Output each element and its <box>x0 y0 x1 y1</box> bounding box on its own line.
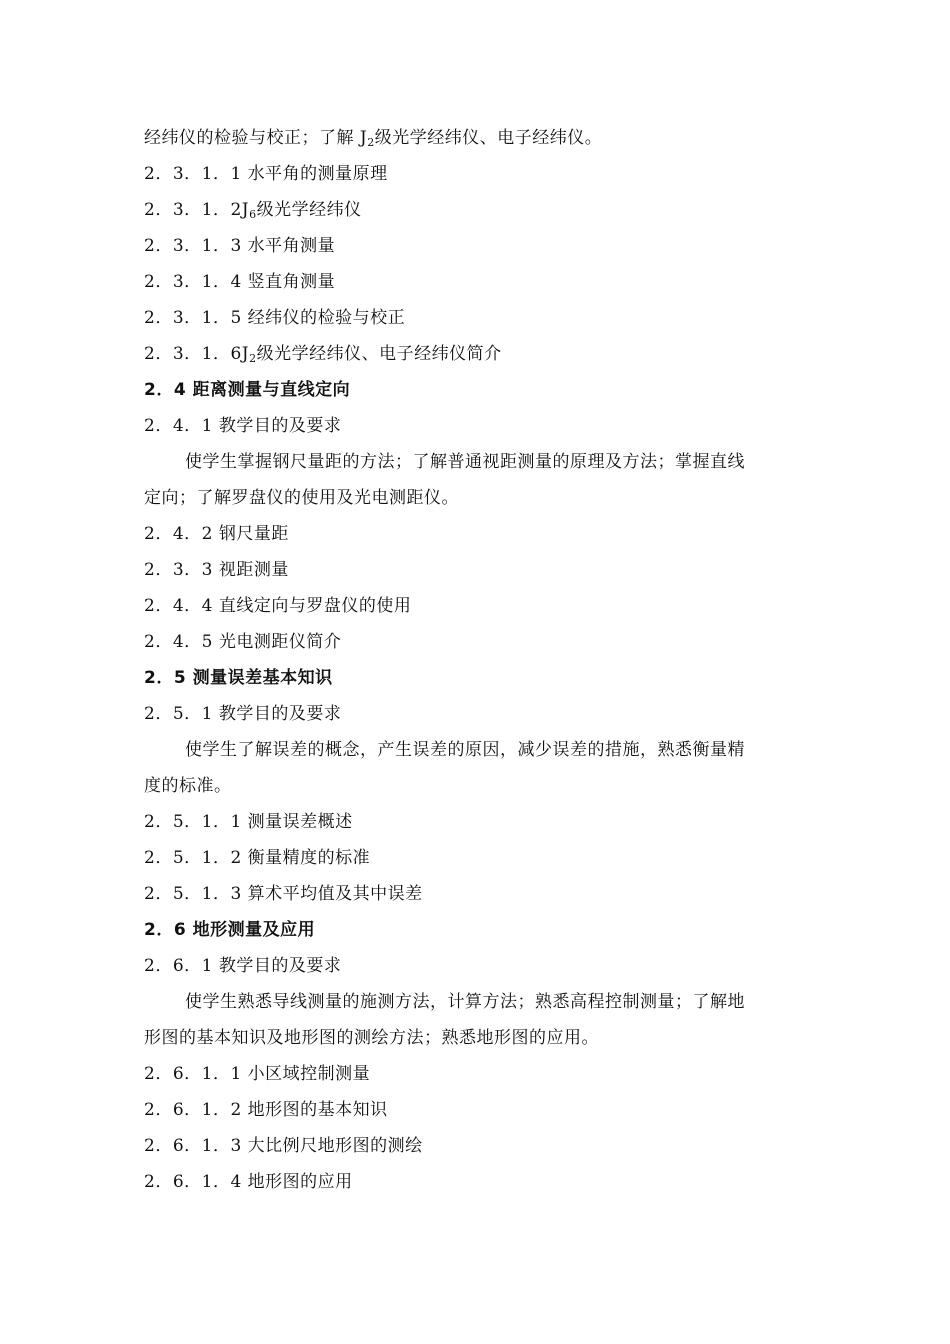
paragraph-line: 使学生掌握钢尺量距的方法；了解普通视距测量的原理及方法；掌握直线 <box>185 452 745 472</box>
section-heading: 2．4 距离测量与直线定向 <box>144 380 351 400</box>
section-heading: 2．6 地形测量及应用 <box>144 920 316 940</box>
subsection-item: 2．3．1．4 竖直角测量 <box>144 272 336 292</box>
subsection-item: 2．4．5 光电测距仪简介 <box>144 632 342 652</box>
subsection-item: 2．6．1．3 大比例尺地形图的测绘 <box>144 1136 423 1156</box>
paragraph-line: 形图的基本知识及地形图的测绘方法；熟悉地形图的应用。 <box>144 1028 599 1048</box>
text-segment: 级光学经纬仪 <box>256 200 362 220</box>
subscript: 6 <box>249 208 257 221</box>
subsection-item <box>144 342 824 366</box>
subsection-item: 2．3．3 视距测量 <box>144 560 289 580</box>
text-segment: 级光学经纬仪、电子经纬仪。 <box>374 128 603 148</box>
subsection-item: 2．3．1．3 水平角测量 <box>144 236 336 256</box>
subsection-item: 2．4．2 钢尺量距 <box>144 524 289 544</box>
subsection-item: 2．4．4 直线定向与罗盘仪的使用 <box>144 596 412 616</box>
text-segment: J <box>359 128 368 148</box>
text-segment: 2．3．1．6J <box>144 344 250 364</box>
subsection-item: 2．3．1．1 水平角的测量原理 <box>144 164 388 184</box>
subsection-item: 2．5．1．1 测量误差概述 <box>144 812 353 832</box>
text-segment: 2．3．1．2J <box>144 200 250 220</box>
subsection-item: 2．6．1．2 地形图的基本知识 <box>144 1100 388 1120</box>
text-segment: 经纬仪的检验与校正；了解 <box>144 128 360 148</box>
subsection-item: 2．5．1．3 算术平均值及其中误差 <box>144 884 423 904</box>
paragraph-line: 使学生熟悉导线测量的施测方法，计算方法；熟悉高程控制测量；了解地 <box>185 992 745 1012</box>
paragraph-line: 定向；了解罗盘仪的使用及光电测距仪。 <box>144 488 459 508</box>
subsection-item: 2．6．1．4 地形图的应用 <box>144 1172 353 1192</box>
subsection-item: 2．5．1．2 衡量精度的标准 <box>144 848 371 868</box>
subscript: 2 <box>249 352 257 365</box>
subsection-item: 2．3．1．5 经纬仪的检验与校正 <box>144 308 406 328</box>
text-line <box>144 126 824 150</box>
paragraph-line: 度的标准。 <box>144 776 232 796</box>
section-heading: 2．5 测量误差基本知识 <box>144 668 333 688</box>
text-segment: 级光学经纬仪、电子经纬仪简介 <box>256 344 502 364</box>
subsection-item: 2．6．1 教学目的及要求 <box>144 956 342 976</box>
subscript: 2 <box>367 136 375 149</box>
subsection-item: 2．6．1．1 小区域控制测量 <box>144 1064 371 1084</box>
subsection-item: 2．4．1 教学目的及要求 <box>144 416 342 436</box>
paragraph-line: 使学生了解误差的概念，产生误差的原因，减少误差的措施，熟悉衡量精 <box>185 740 745 760</box>
subsection-item <box>144 198 824 222</box>
subsection-item: 2．5．1 教学目的及要求 <box>144 704 342 724</box>
